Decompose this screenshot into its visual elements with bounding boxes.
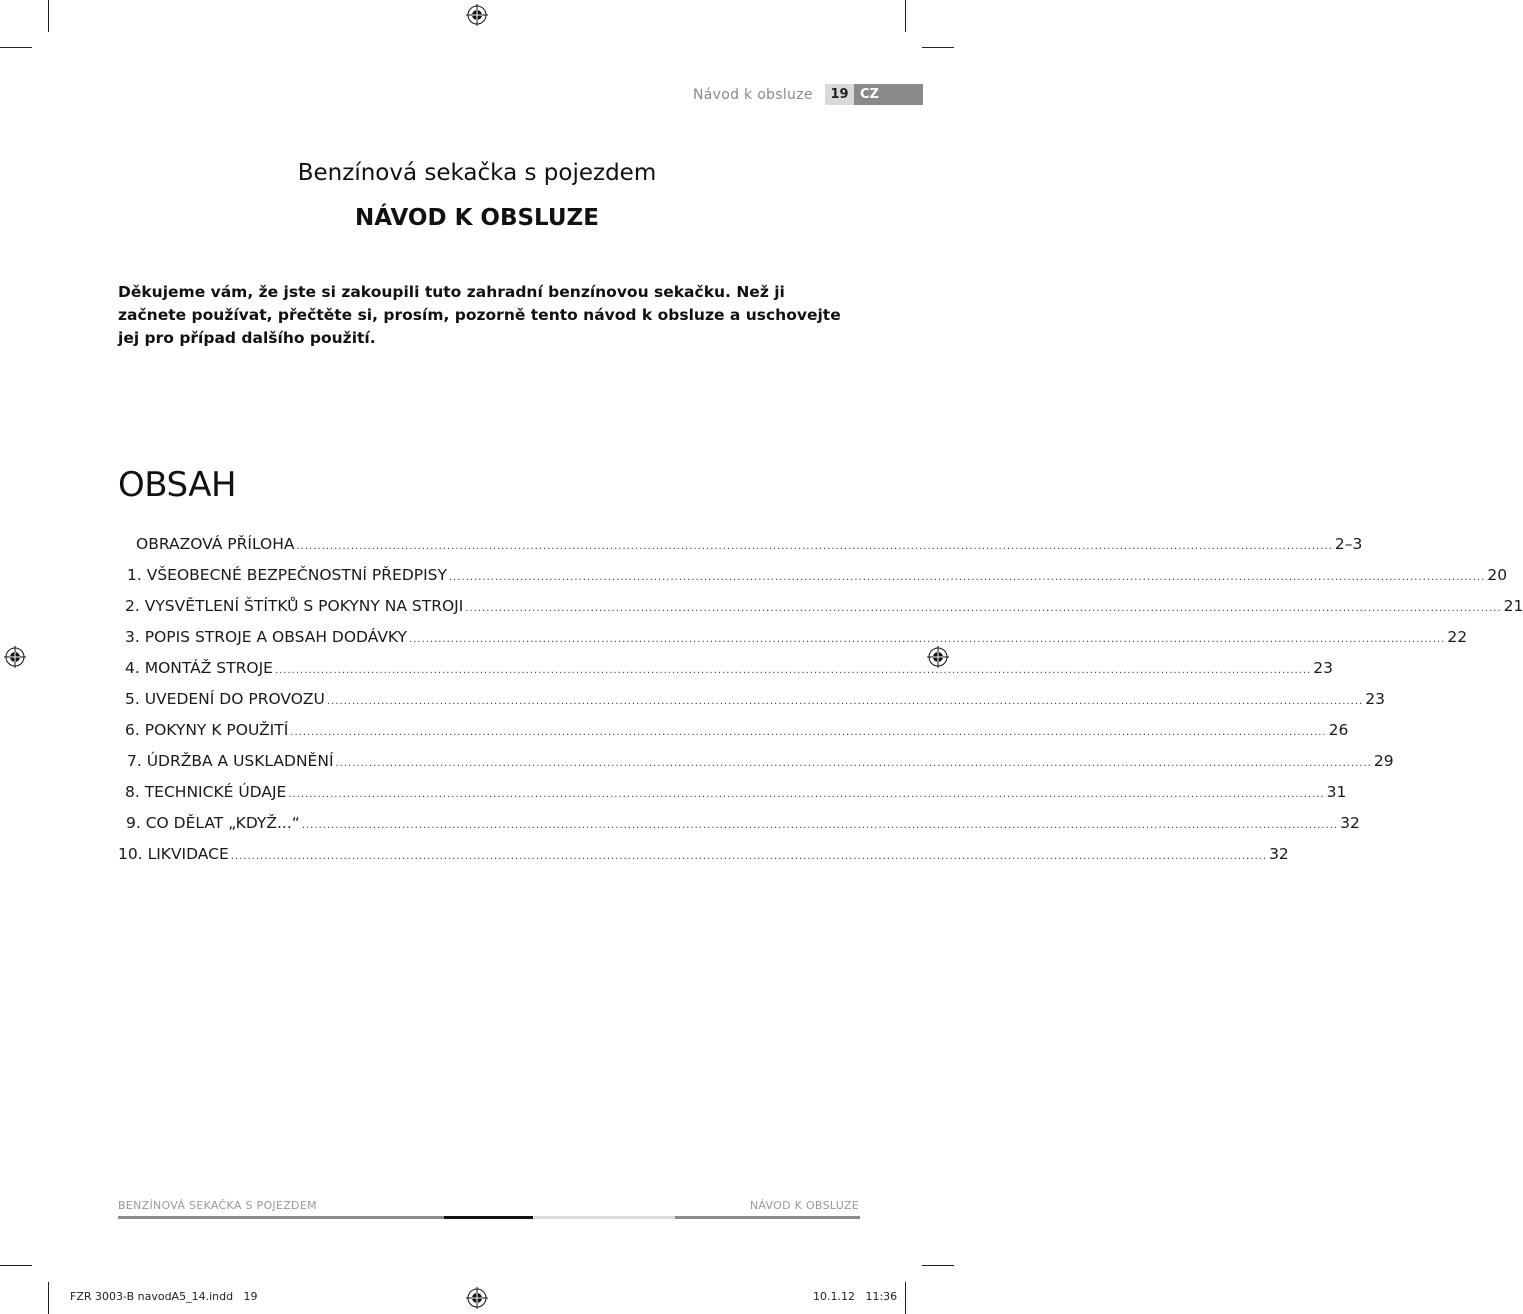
footer-bar-segment	[675, 1216, 860, 1219]
registration-mark-icon	[466, 4, 488, 26]
crop-mark	[48, 1282, 49, 1314]
crop-mark	[48, 0, 49, 32]
toc-entry[interactable]	[125, 597, 1523, 619]
intro-paragraph: Děkujeme vám, že jste si zakoupili tuto zahradní benzínovou sekačku. Než ji začnete používat, přečtěte si, prosím, pozorně tento návod k obsluze a uschovejte jej pro případ dalšího použití.	[118, 283, 841, 347]
toc-entry-page: 22	[1447, 628, 1468, 646]
footer-bar-segment	[444, 1216, 533, 1219]
toc-leader: ........................................................................................................................................................................................................................................................	[409, 634, 1446, 645]
toc-entry-label: 7. ÚDRŽBA A USKLADNĚNÍ	[127, 752, 334, 770]
toc-entry-label: 9. CO DĚLAT „KDYŽ...“	[126, 814, 300, 832]
print-slug-file: FZR 3003-B navodA5_14.indd 19	[70, 1290, 258, 1303]
toc-entry[interactable]	[125, 783, 1347, 805]
toc-entry-page: 26	[1328, 721, 1349, 739]
page-number: 19	[825, 84, 854, 105]
toc-entry-label: 4. MONTÁŽ STROJE	[125, 659, 273, 677]
crop-mark	[905, 0, 906, 32]
toc-entry-page: 20	[1487, 566, 1508, 584]
toc-entry-label: 5. UVEDENÍ DO PROVOZU	[125, 690, 325, 708]
toc-entry-label: 3. POPIS STROJE A OBSAH DODÁVKY	[125, 628, 408, 646]
toc-entry[interactable]	[125, 628, 1468, 650]
toc-entry[interactable]	[127, 752, 1394, 774]
toc-entry-label: OBRAZOVÁ PŘÍLOHA	[136, 535, 295, 553]
crop-mark	[0, 47, 32, 48]
document-subtitle: NÁVOD K OBSLUZE	[355, 205, 599, 231]
toc-leader: ........................................................................................................................................................................................................................................................	[230, 851, 1268, 862]
toc-entry-page: 31	[1326, 783, 1347, 801]
registration-mark-icon	[466, 1287, 488, 1309]
toc-leader: ........................................................................................................................................................................................................................................................	[274, 665, 1312, 676]
toc-heading: OBSAH	[118, 465, 237, 505]
toc-leader: ........................................................................................................................................................................................................................................................	[449, 572, 1486, 583]
toc-leader: ........................................................................................................................................................................................................................................................	[288, 789, 1325, 800]
toc-entry-page: 29	[1373, 752, 1394, 770]
toc-entry-label: 2. VYSVĚTLENÍ ŠTÍTKŮ S POKYNY NA STROJI	[125, 597, 464, 615]
toc-leader: ........................................................................................................................................................................................................................................................	[335, 758, 1372, 769]
footer-bar-segment	[118, 1216, 444, 1219]
print-slug-date: 10.1.12 11:36	[813, 1290, 898, 1303]
footer-left-text: BENZÍNOVÁ SEKAČKA S POJEZDEM	[118, 1199, 317, 1212]
toc-leader: ........................................................................................................................................................................................................................................................	[296, 541, 1333, 552]
toc-leader: ........................................................................................................................................................................................................................................................	[301, 820, 1339, 831]
toc-entry-page: 2–3	[1334, 535, 1363, 553]
toc-entry-page: 32	[1269, 845, 1289, 863]
registration-mark-icon	[4, 646, 26, 668]
toc-entry-label: 1. VŠEOBECNÉ BEZPEČNOSTNÍ PŘEDPISY	[127, 566, 447, 584]
toc-entry-page: 32	[1340, 814, 1360, 832]
toc-entry-label: 8. TECHNICKÉ ÚDAJE	[125, 783, 287, 801]
crop-mark	[922, 1265, 954, 1266]
document-title: Benzínová sekačka s pojezdem	[297, 160, 657, 186]
toc-entry-label: 10. LIKVIDACE	[118, 845, 229, 863]
toc-entry[interactable]	[127, 566, 1508, 588]
crop-mark	[922, 47, 954, 48]
toc-entry-page: 23	[1313, 659, 1334, 677]
toc-entry[interactable]	[125, 721, 1349, 743]
header-label: Návod k obsluze	[693, 87, 813, 103]
footer-right-text: NÁVOD K OBSLUZE	[749, 1199, 859, 1212]
toc-leader: ........................................................................................................................................................................................................................................................	[290, 727, 1327, 738]
toc-entry[interactable]	[126, 814, 1360, 836]
language-badge: CZ	[854, 84, 923, 105]
toc-leader: ........................................................................................................................................................................................................................................................	[326, 696, 1364, 707]
toc-entry-page: 23	[1365, 690, 1385, 708]
toc-entry-page: 21	[1503, 597, 1523, 615]
footer-bar-segment	[533, 1216, 675, 1219]
toc-entry-label: 6. POKYNY K POUŽITÍ	[125, 721, 289, 739]
toc-leader: ........................................................................................................................................................................................................................................................	[465, 603, 1502, 614]
toc-entry[interactable]	[136, 535, 1363, 557]
toc-entry[interactable]	[125, 659, 1334, 681]
toc-entry[interactable]	[125, 690, 1385, 712]
toc-entry[interactable]	[118, 845, 1289, 867]
crop-mark	[905, 1282, 906, 1314]
crop-mark	[0, 1265, 32, 1266]
